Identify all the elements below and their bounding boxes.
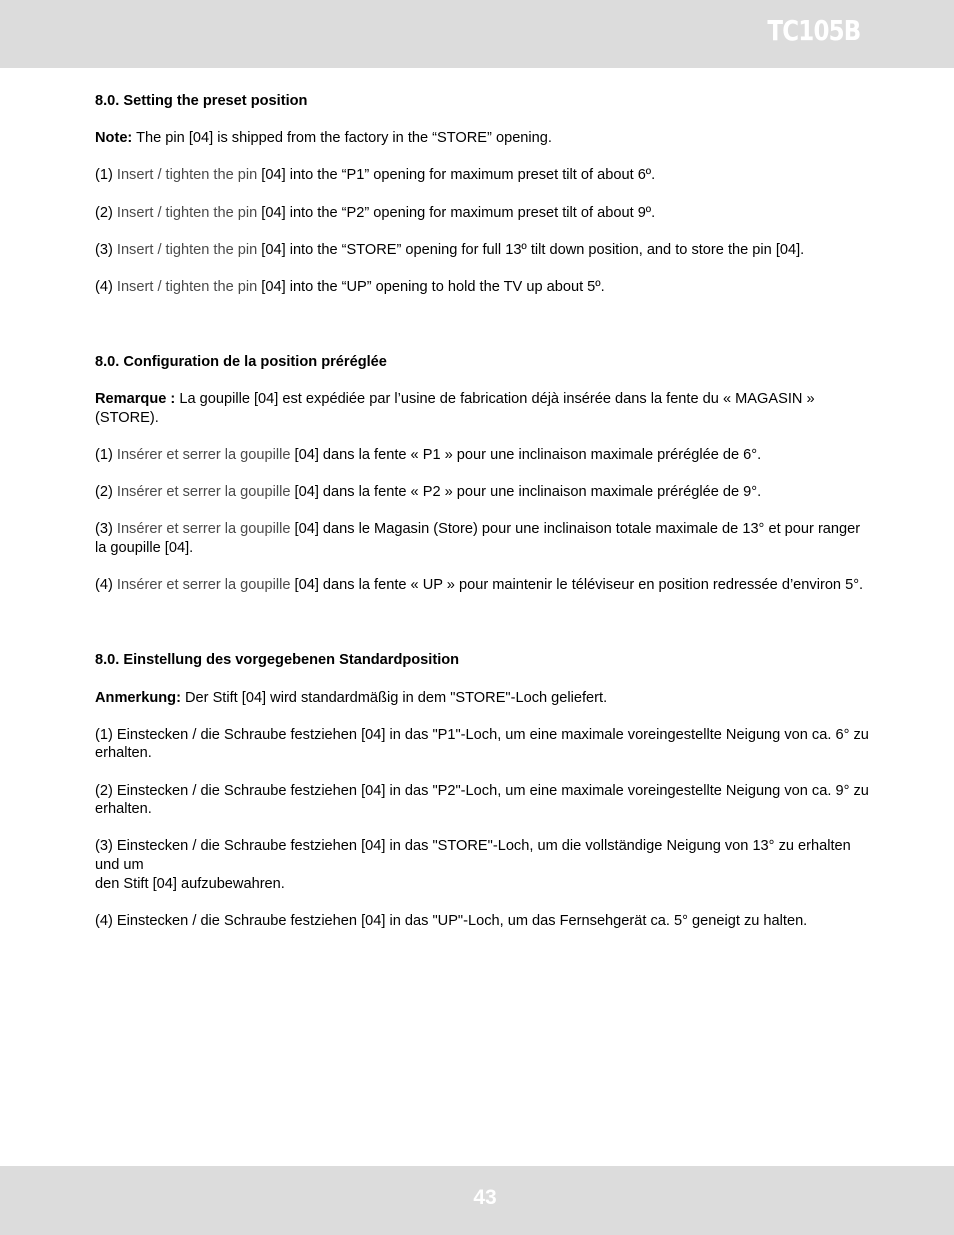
step-action: Insert / tighten the pin <box>116 167 258 184</box>
note-label-en: Note: <box>95 130 133 147</box>
step-de-3-line-2: den Stift [04] aufzubewahren. <box>95 875 285 892</box>
model-title: TC105B <box>766 14 860 47</box>
step-number: (3) <box>95 521 117 538</box>
step-fr-4 <box>95 576 870 595</box>
note-de <box>95 689 870 708</box>
note-text-fr: La goupille [04] est expédiée par l’usine de fabrication déjà insérée dans la fente du « MAGASIN » (STORE). <box>95 391 815 426</box>
step-de-2: (2) Einstecken / die Schraube festziehen [04] in das "P2"-Loch, um eine maximale voreingestellte Neigung von ca. 9° zu erhalten. <box>95 782 869 818</box>
step-en-1 <box>95 166 870 185</box>
page-number: 43 <box>473 1186 497 1209</box>
note-fr <box>95 390 870 427</box>
page-header <box>0 0 954 68</box>
step-text: [04] dans la fente « P2 » pour une inclinaison maximale préréglée de 9°. <box>290 484 762 501</box>
step-text: [04] dans le Magasin (Store) pour une inclinaison totale maximale de 13° et pour ranger la goupille [04]. <box>95 521 861 557</box>
section-gap <box>95 315 870 353</box>
step-number: (1) <box>95 167 117 184</box>
step-action: Insérer et serrer la goupille <box>116 484 291 501</box>
step-action: Insert / tighten the pin <box>116 204 258 221</box>
step-text: [04] into the “STORE” opening for full 13º tilt down position, and to store the pin [04]. <box>257 241 805 258</box>
step-action: Insérer et serrer la goupille <box>116 447 291 464</box>
step-action: Insert / tighten the pin <box>116 278 258 295</box>
step-de-1: (1) Einstecken / die Schraube festziehen [04] in das "P1"-Loch, um eine maximale voreingestellte Neigung von ca. 6° zu erhalten. <box>95 726 869 762</box>
note-label-de: Anmerkung: <box>95 689 181 706</box>
section-heading-fr: 8.0. Configuration de la position préréglée <box>95 354 387 371</box>
section-heading-de: 8.0. Einstellung des vorgegebenen Standardposition <box>95 652 460 669</box>
step-number: (2) <box>95 204 117 221</box>
step-number: (1) <box>95 447 117 464</box>
step-fr-3 <box>95 520 870 557</box>
note-en <box>95 129 870 148</box>
section-heading-en: 8.0. Setting the preset position <box>95 93 308 109</box>
step-fr-2 <box>95 483 870 502</box>
step-text: [04] into the “P2” opening for maximum preset tilt of about 9º. <box>257 204 656 221</box>
step-de-4: (4) Einstecken / die Schraube festziehen [04] in das "UP"-Loch, um das Fernsehgerät ca. 5° geneigt zu halten. <box>95 912 808 929</box>
note-text-de: Der Stift [04] wird standardmäßig in dem "STORE"-Loch geliefert. <box>180 689 608 706</box>
step-action: Insert / tighten the pin <box>116 241 258 258</box>
step-action: Insérer et serrer la goupille <box>116 521 291 538</box>
step-en-2 <box>95 204 870 223</box>
page-footer <box>0 1166 954 1235</box>
step-text: [04] into the “P1” opening for maximum preset tilt of about 6º. <box>257 167 656 184</box>
note-text-en: The pin [04] is shipped from the factory in the “STORE” opening. <box>132 130 552 147</box>
step-de-3 <box>95 837 870 893</box>
section-gap <box>95 613 870 651</box>
step-de-3-line-1: (3) Einstecken / die Schraube festziehen [04] in das "STORE"-Loch, um die vollständige Neigung von 13° zu erhalten und um <box>95 838 851 873</box>
step-number: (2) <box>95 484 117 501</box>
page-content <box>95 92 870 949</box>
step-fr-1 <box>95 446 870 465</box>
note-label-fr: Remarque : <box>95 391 176 408</box>
step-en-3 <box>95 241 870 260</box>
step-action: Insérer et serrer la goupille <box>116 577 291 594</box>
step-text: [04] dans la fente « P1 » pour une inclinaison maximale préréglée de 6°. <box>290 447 762 464</box>
step-number: (3) <box>95 241 117 258</box>
step-number: (4) <box>95 278 117 295</box>
step-text: [04] dans la fente « UP » pour maintenir le téléviseur en position redressée d’environ 5°. <box>290 577 864 594</box>
step-text: [04] into the “UP” opening to hold the TV up about 5º. <box>257 278 605 295</box>
step-en-4 <box>95 278 870 297</box>
step-number: (4) <box>95 577 117 594</box>
